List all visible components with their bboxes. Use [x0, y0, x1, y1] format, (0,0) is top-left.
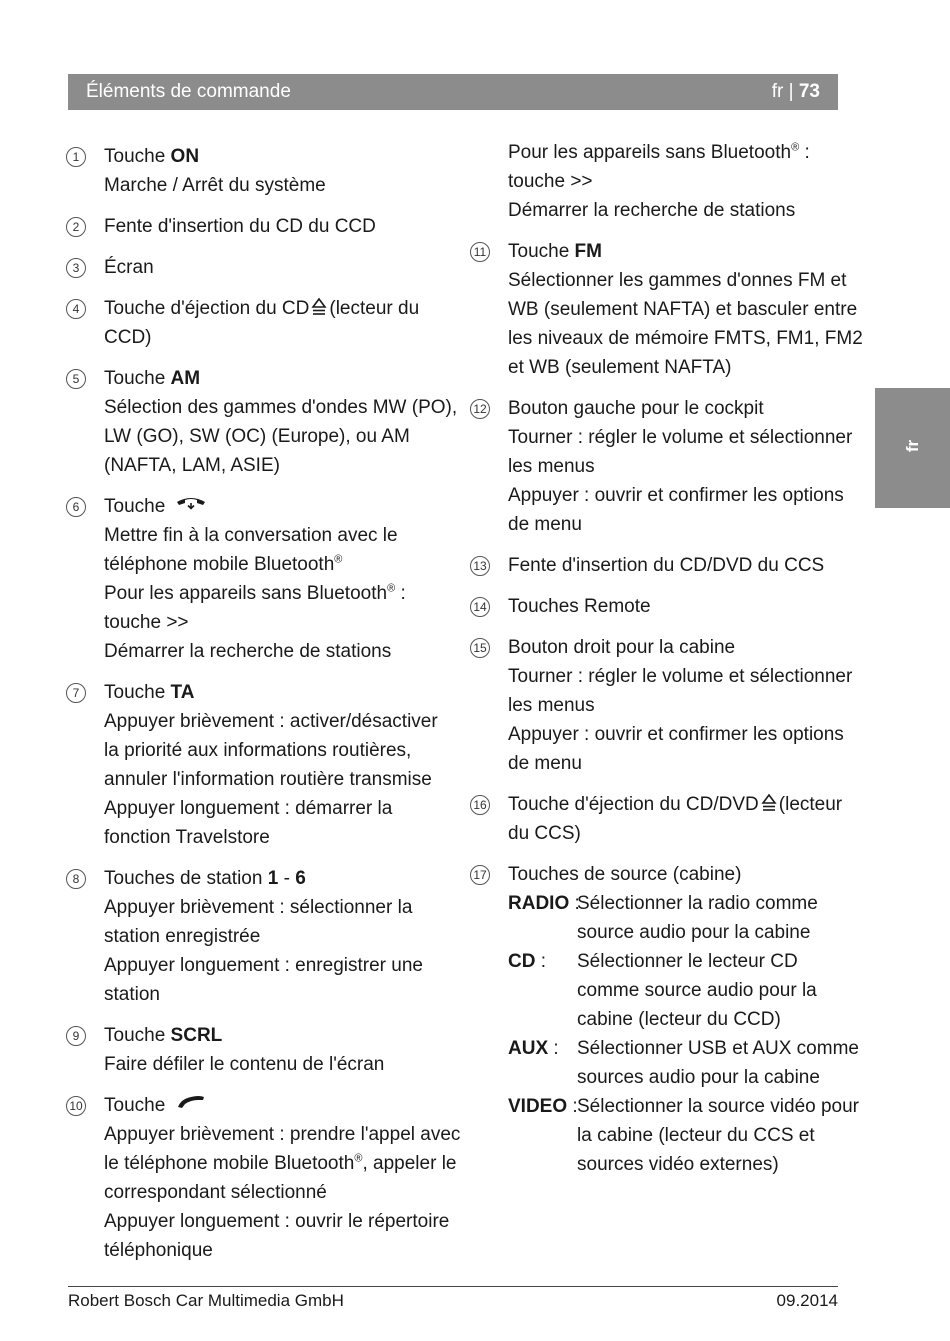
item-line — [104, 294, 466, 323]
item-line — [508, 633, 850, 662]
line-text: de menu — [508, 753, 582, 774]
line-text: de menu — [508, 514, 582, 535]
key-label: ON — [170, 146, 200, 167]
line-text: Tourner : régler le volume et sélectionner — [508, 666, 853, 687]
item-line — [104, 1207, 466, 1236]
list-item — [66, 1091, 466, 1265]
line-text: Touches Remote — [508, 596, 651, 617]
item-line — [104, 171, 466, 200]
line-text: les niveaux de mémoire FMTS, FM1, FM2 — [508, 328, 863, 349]
list-item — [66, 253, 466, 282]
item-number: 13 — [470, 556, 490, 576]
line-text: Touche — [104, 368, 171, 389]
eject-icon — [761, 793, 777, 813]
source-row — [508, 947, 850, 1034]
source-sep: : — [548, 1038, 559, 1059]
line-text: Touche — [104, 682, 171, 703]
source-desc: sources audio pour la cabine — [577, 1067, 820, 1088]
line-text: la priorité aux informations routières, — [104, 740, 412, 761]
source-desc: cabine (lecteur du CCD) — [577, 1009, 781, 1030]
item-number: 16 — [470, 795, 490, 815]
item-line — [104, 1021, 466, 1050]
line-text: CCD) — [104, 327, 152, 348]
source-key-label: CD — [508, 951, 536, 972]
item-line — [104, 637, 466, 666]
item-line — [104, 608, 466, 637]
source-sep: : — [535, 951, 547, 972]
source-desc: la cabine (lecteur du CCS et — [577, 1125, 815, 1146]
item-line — [104, 1120, 466, 1149]
line-text: WB (seulement NAFTA) et basculer entre — [508, 299, 858, 320]
item-line — [508, 662, 853, 691]
item-line — [104, 707, 466, 736]
item-line — [104, 794, 466, 823]
line-text: Pour les appareils sans Bluetooth® : — [104, 582, 406, 604]
item-line — [104, 765, 466, 794]
item-number: 14 — [470, 597, 490, 617]
left-column — [66, 142, 466, 1277]
item-line — [104, 393, 466, 422]
line-text: Touche — [508, 241, 575, 262]
item-number: 12 — [470, 399, 490, 419]
line-text: (lecteur du — [329, 298, 420, 319]
list-item — [66, 492, 466, 666]
item-line — [104, 323, 466, 352]
source-row — [508, 1092, 860, 1179]
line-text: Touche d'éjection du CD — [104, 298, 310, 319]
list-item — [66, 212, 466, 241]
line-text: Faire défiler le contenu de l'écran — [104, 1054, 385, 1075]
line-text: station — [104, 984, 160, 1005]
source-desc: comme source audio pour la — [577, 980, 817, 1001]
item-line — [508, 237, 850, 266]
footer-rule — [68, 1286, 838, 1287]
page-header — [68, 74, 838, 110]
source-row — [508, 1034, 859, 1092]
source-desc: Sélectionner USB et AUX comme — [577, 1038, 859, 1059]
line-text: Appuyer brièvement : prendre l'appel avec — [104, 1124, 461, 1145]
line-text: annuler l'information routière transmise — [104, 769, 432, 790]
item-line — [104, 922, 466, 951]
line-text: Écran — [104, 257, 154, 278]
item-line — [508, 481, 850, 510]
line-text: Sélection des gammes d'ondes MW (PO), — [104, 397, 458, 418]
source-key — [508, 1034, 559, 1063]
line-text: touche >> — [104, 612, 189, 633]
list-item — [66, 142, 466, 200]
line-text: Fente d'insertion du CD du CCD — [104, 216, 376, 237]
line-text: Touche — [104, 146, 171, 167]
source-desc: Sélectionner la source vidéo pour — [577, 1096, 860, 1117]
list-item — [470, 790, 850, 848]
line-text: Tourner : régler le volume et sélectionner — [508, 427, 853, 448]
line-text: les menus — [508, 456, 595, 477]
item-line — [508, 324, 863, 353]
list-item — [470, 237, 863, 382]
line-text: Touches de station — [104, 868, 268, 889]
right-column — [470, 138, 863, 1179]
item-number: 4 — [66, 299, 86, 319]
line-text: Bouton droit pour la cabine — [508, 637, 736, 658]
key-label: 6 — [295, 868, 306, 889]
key-label: SCRL — [170, 1025, 223, 1046]
hangup-icon — [175, 496, 207, 510]
line-text: téléphone mobile Bluetooth® — [104, 553, 343, 575]
list-item — [66, 364, 466, 480]
item-line — [508, 592, 850, 621]
line-text: Touche d'éjection du CD/DVD — [508, 794, 759, 815]
item-number: 11 — [470, 242, 490, 262]
item-line — [508, 353, 850, 382]
line-text: Sélectionner les gammes d'onnes FM et — [508, 270, 847, 291]
item-line — [508, 551, 850, 580]
item-line — [508, 691, 850, 720]
item-line — [508, 819, 850, 848]
item-line — [104, 893, 466, 922]
item-line — [104, 212, 466, 241]
item-line — [104, 550, 466, 579]
item-line — [104, 678, 466, 707]
line-text: Démarrer la recherche de stations — [104, 641, 392, 662]
line-text: Fente d'insertion du CD/DVD du CCS — [508, 555, 825, 576]
item-line — [508, 790, 850, 819]
source-key-label: VIDEO — [508, 1096, 568, 1117]
item-line — [508, 510, 850, 539]
item-line — [104, 1091, 466, 1120]
page-number — [772, 81, 820, 103]
item-line: Pour les appareils sans Bluetooth® : — [508, 141, 810, 163]
source-key — [508, 947, 546, 976]
item-line — [508, 860, 850, 889]
item-line — [104, 823, 466, 852]
line-text: station enregistrée — [104, 926, 261, 947]
key-label: AM — [170, 368, 201, 389]
line-text: correspondant sélectionné — [104, 1182, 327, 1203]
item-line — [104, 1149, 466, 1178]
item-line — [104, 1050, 466, 1079]
item-line — [508, 423, 853, 452]
line-text: Appuyer longuement : démarrer la — [104, 798, 393, 819]
item-line — [508, 394, 850, 423]
line-text: Appuyer brièvement : sélectionner la — [104, 897, 413, 918]
separator: | — [783, 81, 799, 102]
call-icon — [175, 1095, 207, 1109]
item-number: 2 — [66, 217, 86, 237]
list-item — [66, 678, 466, 852]
line-text: fonction Travelstore — [104, 827, 270, 848]
key-label: FM — [574, 241, 602, 262]
line-text: Touche — [104, 1095, 171, 1116]
line-text: Appuyer : ouvrir et confirmer les options — [508, 724, 844, 745]
item-line — [104, 451, 466, 480]
source-key — [508, 1092, 578, 1121]
footer-company: Robert Bosch Car Multimedia GmbH — [68, 1291, 344, 1310]
line-text: Appuyer brièvement : activer/désactiver — [104, 711, 438, 732]
item-number: 9 — [66, 1026, 86, 1046]
list-item — [470, 592, 850, 621]
key-label: TA — [170, 682, 195, 703]
source-key-label: RADIO — [508, 893, 570, 914]
item-line — [104, 579, 466, 608]
line-text: Mettre fin à la conversation avec le — [104, 525, 398, 546]
source-row — [508, 889, 850, 947]
source-desc: Sélectionner le lecteur CD — [577, 951, 798, 972]
line-text: Touche — [104, 496, 171, 517]
line-text: (lecteur — [778, 794, 843, 815]
item-line — [508, 749, 850, 778]
item-number: 7 — [66, 683, 86, 703]
section-title: Éléments de commande — [86, 81, 291, 102]
item-line — [104, 980, 466, 1009]
item-line — [104, 142, 466, 171]
item-line: touche >> — [508, 171, 593, 192]
item-line: Démarrer la recherche de stations — [508, 200, 796, 221]
item-line — [104, 521, 466, 550]
eject-icon — [311, 297, 327, 317]
language-code: fr — [771, 81, 784, 102]
language-tab-label: fr — [903, 439, 922, 453]
item-number: 15 — [470, 638, 490, 658]
item-line — [104, 736, 466, 765]
source-table — [508, 889, 860, 1179]
source-key — [508, 889, 580, 918]
item-line — [508, 452, 850, 481]
item-line — [104, 492, 466, 521]
line-text: Touches de source (cabine) — [508, 864, 742, 885]
line-text: Bouton gauche pour le cockpit — [508, 398, 764, 419]
item-line — [104, 1236, 466, 1265]
line-text: Appuyer : ouvrir et confirmer les options — [508, 485, 844, 506]
list-item — [470, 394, 853, 539]
item-line — [104, 422, 466, 451]
item-number: 5 — [66, 369, 86, 389]
line-text: - — [278, 868, 296, 889]
item-number: 10 — [66, 1096, 86, 1116]
source-key-label: AUX — [508, 1038, 549, 1059]
language-tab — [875, 388, 950, 508]
item-line — [508, 295, 858, 324]
item-line — [104, 364, 466, 393]
item-number: 3 — [66, 258, 86, 278]
line-text: (NAFTA, LAM, ASIE) — [104, 455, 280, 476]
key-label: 1 — [267, 868, 279, 889]
source-sep: : — [567, 1096, 578, 1117]
list-item — [470, 860, 860, 1179]
list-item — [470, 633, 853, 778]
line-text: téléphonique — [104, 1240, 213, 1261]
item-line — [104, 864, 466, 893]
list-item — [66, 864, 466, 1009]
source-desc: source audio pour la cabine — [577, 922, 811, 943]
line-text: du CCS) — [508, 823, 581, 844]
line-text: le téléphone mobile Bluetooth®, appeler le — [104, 1152, 457, 1174]
line-text: Appuyer longuement : ouvrir le répertoire — [104, 1211, 450, 1232]
continued-item — [470, 138, 850, 225]
source-desc: sources vidéo externes) — [577, 1154, 779, 1175]
item-number: 17 — [470, 865, 490, 885]
list-item — [66, 1021, 466, 1079]
line-text: et WB (seulement NAFTA) — [508, 357, 732, 378]
footer-date: 09.2014 — [776, 1291, 838, 1310]
item-line — [104, 1178, 466, 1207]
item-line — [508, 720, 850, 749]
item-line — [104, 951, 466, 980]
list-item — [470, 551, 850, 580]
line-text: LW (GO), SW (OC) (Europe), ou AM — [104, 426, 410, 447]
line-text: Appuyer longuement : enregistrer une — [104, 955, 423, 976]
line-text: les menus — [508, 695, 595, 716]
item-number: 8 — [66, 869, 86, 889]
item-line — [508, 266, 850, 295]
item-number: 6 — [66, 497, 86, 517]
source-desc: Sélectionner la radio comme — [577, 893, 818, 914]
line-text: Touche — [104, 1025, 171, 1046]
line-text: Marche / Arrêt du système — [104, 175, 326, 196]
item-number: 1 — [66, 147, 86, 167]
page-num: 73 — [798, 81, 820, 102]
source-sep: : — [569, 893, 580, 914]
list-item — [66, 294, 466, 352]
item-line — [104, 253, 466, 282]
